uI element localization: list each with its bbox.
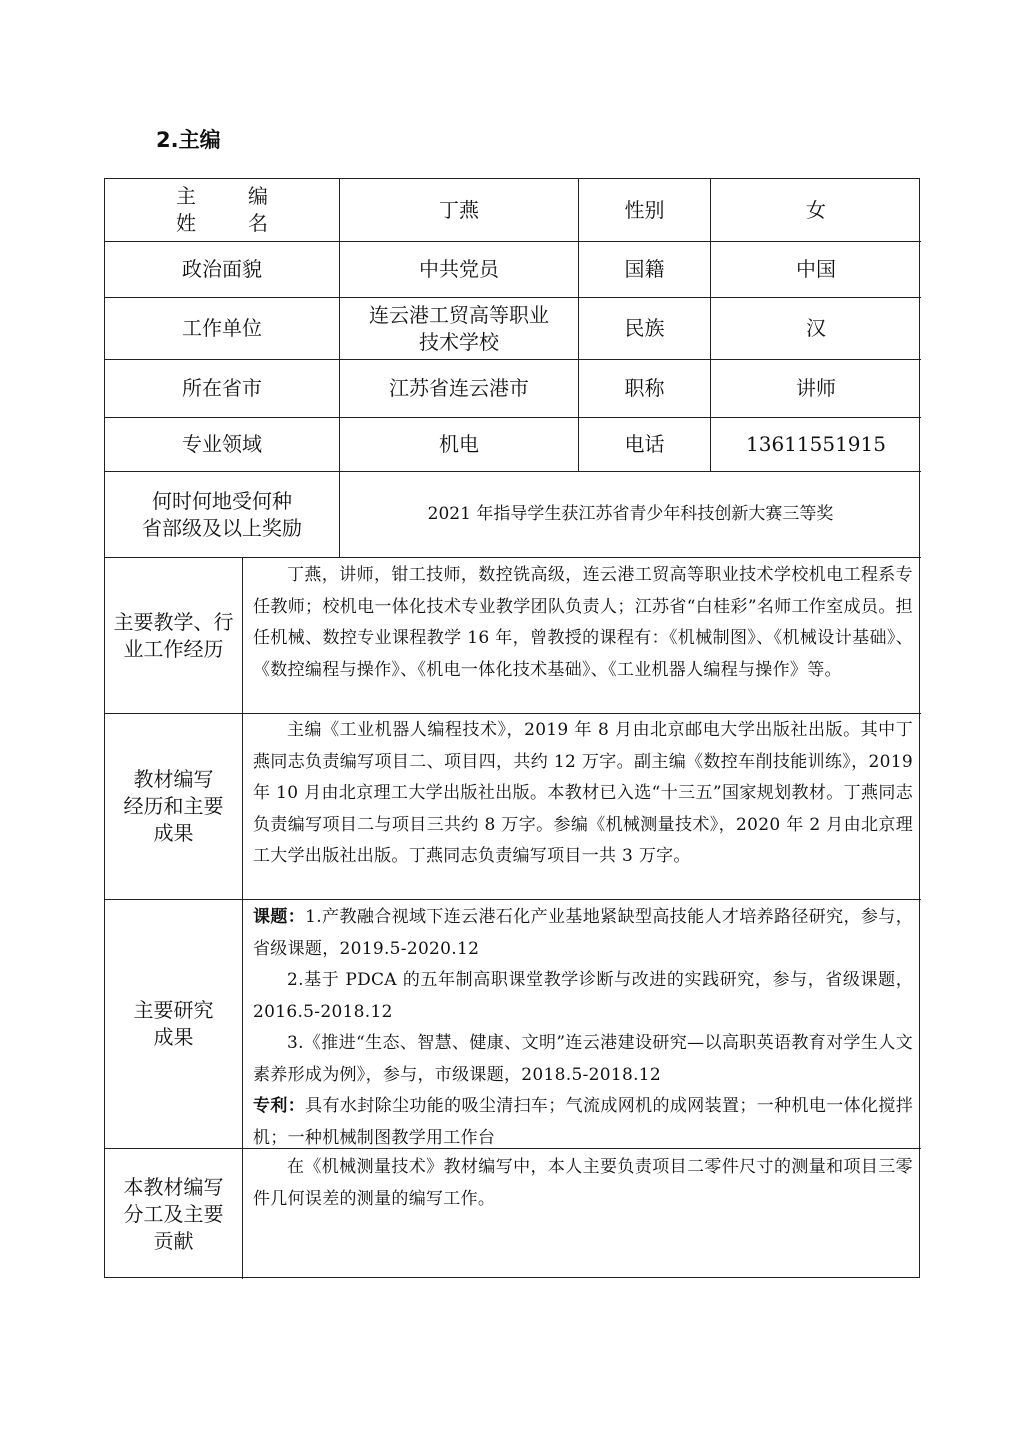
field-value: 机电 bbox=[439, 432, 479, 456]
research-text bbox=[253, 902, 913, 1154]
ethnicity-value: 汉 bbox=[806, 316, 826, 340]
editor-name-label: 主 编 姓 名 bbox=[176, 184, 268, 235]
ethnicity-label: 民族 bbox=[624, 316, 665, 340]
work-unit-label: 工作单位 bbox=[182, 316, 262, 340]
patent-key: 专利： bbox=[253, 1096, 306, 1116]
experience-text: 丁燕，讲师，钳工技师，数控铣高级，连云港工贸高等职业技术学校机电工程系专任教师；校机电一体化技术专业教学团队负责人；江苏省“白桂彩”名师工作室成员。担任机械、数控专业课程教学 16 年，曾教授的课程有：《机械制图》、《机械设计基础》、《数控编程与操作》、《机电一体化技术基础》、《工业机器人编程与操作》等。 bbox=[253, 565, 913, 680]
editor-name-value: 丁燕 bbox=[439, 197, 479, 222]
textbooks-text: 主编《工业机器人编程技术》，2019 年 8 月由北京邮电大学出版社出版。其中丁燕同志负责编写项目二、项目四，共约 12 万字。副主编《数控车削技能训练》，2019 年 10 月由北京理工大学出版社出版。本教材已入选“十三五”国家规划教材。丁燕同志负责编写项目二与项目三共约 8 万字。参编《机械测量技术》，2020 年 2 月由北京理工大学出版社出版。丁燕同志负责编写项目一共 3 万字。 bbox=[253, 720, 913, 866]
title-label: 职称 bbox=[624, 376, 665, 400]
experience-label: 主要教学、行 业工作经历 bbox=[113, 609, 234, 661]
award-label: 何时何地受何种 省部级及以上奖励 bbox=[142, 488, 302, 540]
field-label: 专业领域 bbox=[182, 432, 262, 456]
province-value: 江苏省连云港市 bbox=[389, 376, 529, 400]
topic-2: 2.基于 PDCA 的五年制高职课堂教学诊断与改进的实践研究，参与，省级课题，2016.5-2018.12 bbox=[253, 970, 913, 1022]
textbooks-label: 教材编写 经历和主要 成果 bbox=[123, 767, 224, 845]
topic-1: 1.产教融合视域下连云港石化产业基地紧缺型高技能人才培养路径研究，参与，省级课题，2019.5-2020.12 bbox=[253, 907, 913, 959]
editor-info-table bbox=[104, 178, 920, 1278]
gender-label: 性别 bbox=[624, 197, 665, 222]
politics-label: 政治面貌 bbox=[182, 257, 262, 281]
topic-3: 3.《推进“生态、智慧、健康、文明”连云港建设研究—以高职英语教育对学生人文素养形成为例》，参与，市级课题，2018.5-2018.12 bbox=[253, 1033, 913, 1085]
topic-key: 课题： bbox=[253, 907, 306, 927]
title-value: 讲师 bbox=[796, 376, 836, 400]
contribution-label: 本教材编写 分工及主要 贡献 bbox=[123, 1174, 224, 1253]
contribution-text: 在《机械测量技术》教材编写中，本人主要负责项目二零件尺寸的测量和项目三零件几何误差的测量的编写工作。 bbox=[253, 1157, 913, 1209]
page-heading: 2.主编 bbox=[156, 128, 221, 152]
gender-value: 女 bbox=[806, 197, 826, 222]
phone-label: 电话 bbox=[624, 432, 665, 456]
col-divider bbox=[242, 557, 243, 1279]
patent-list: 具有水封除尘功能的吸尘清扫车；气流成网机的成网装置；一种机电一体化搅拌机；一种机械制图教学用工作台 bbox=[253, 1096, 914, 1148]
nationality-value: 中国 bbox=[796, 257, 836, 281]
research-label: 主要研究 成果 bbox=[133, 998, 214, 1049]
nationality-label: 国籍 bbox=[624, 257, 665, 281]
work-unit-value: 连云港工贸高等职业 技术学校 bbox=[369, 302, 549, 354]
politics-value: 中共党员 bbox=[419, 257, 499, 281]
province-label: 所在省市 bbox=[182, 376, 262, 400]
phone-value: 13611551915 bbox=[746, 432, 886, 456]
award-value: 2021 年指导学生获江苏省青少年科技创新大赛三等奖 bbox=[427, 504, 834, 524]
